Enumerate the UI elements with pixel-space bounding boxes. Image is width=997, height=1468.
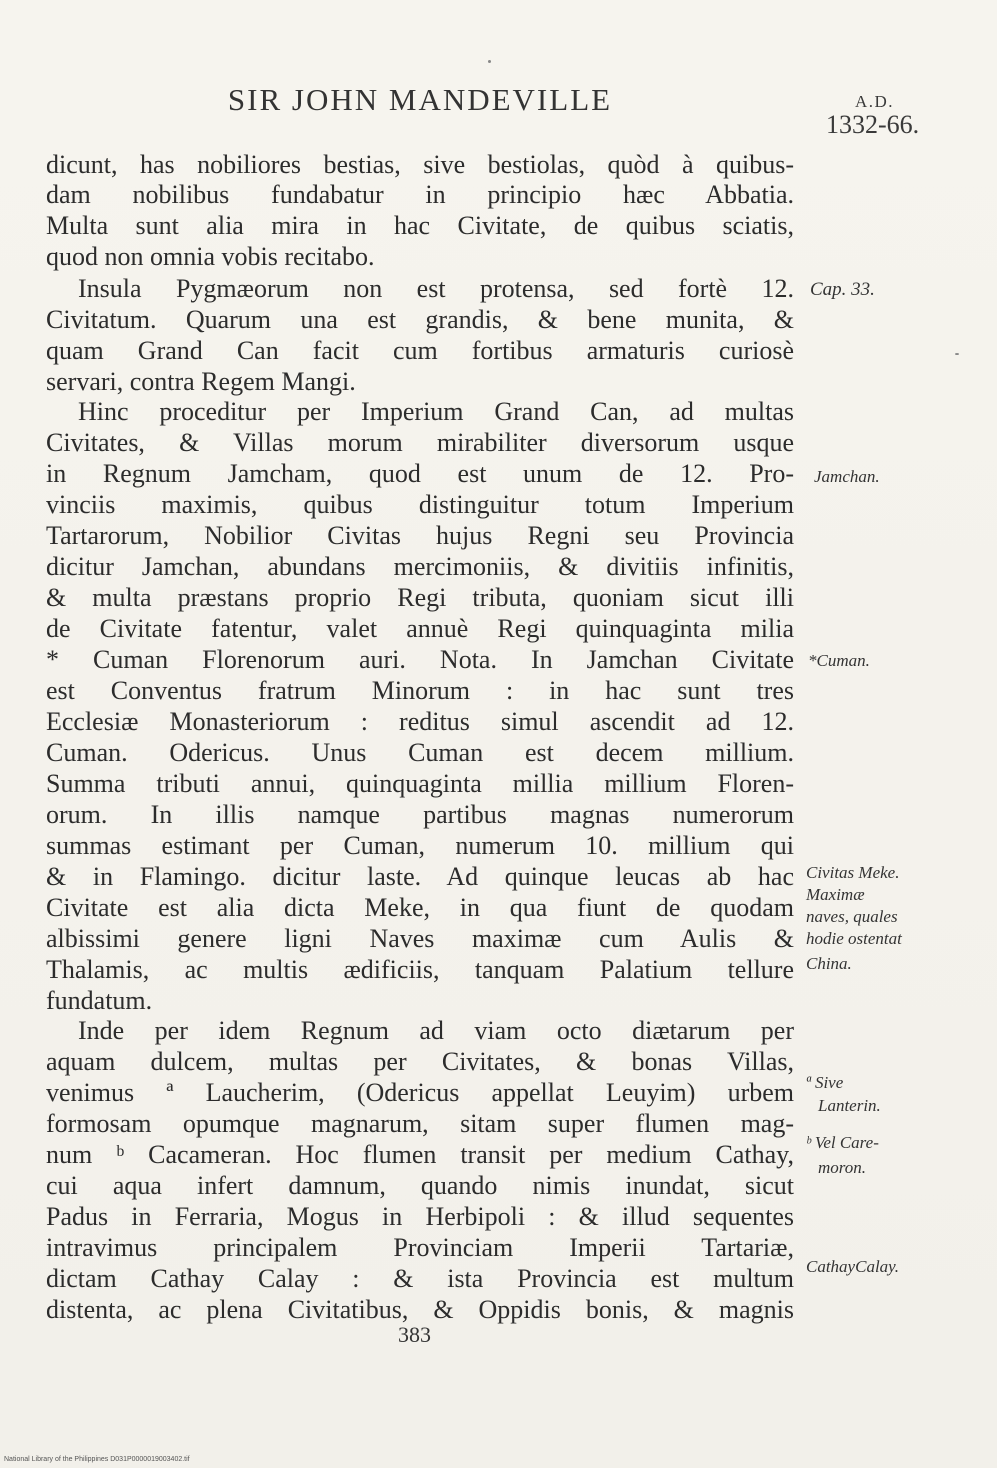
body-line: servari, contra Regem Mangi. <box>46 367 356 396</box>
margin-note-vel: ᵇ Vel Care- <box>806 1133 879 1152</box>
margin-note-cuman: *Cuman. <box>808 651 870 670</box>
body-line: & in Flamingo. dicitur laste. Ad quinque leucas ab hac <box>46 862 794 891</box>
margin-note-meke: hodie ostentat <box>806 929 902 948</box>
body-line: Ecclesiæ Monasteriorum : reditus simul ascendit ad 12. <box>46 707 794 736</box>
body-line: Padus in Ferraria, Mogus in Herbipoli : & illud sequentes <box>46 1202 794 1231</box>
margin-note-sive: Lanterin. <box>818 1096 881 1115</box>
margin-note-cap: Cap. 33. <box>810 279 875 300</box>
scan-credit: National Library of the Philippines D031P0000019003402.tif <box>4 1456 190 1463</box>
margin-note-meke: Maximæ <box>806 885 865 904</box>
body-line: Cuman. Odericus. Unus Cuman est decem millium. <box>46 738 794 767</box>
body-line: Inde per idem Regnum ad viam octo diætarum per <box>78 1016 794 1045</box>
body-line: Insula Pygmæorum non est protensa, sed fortè 12. <box>78 274 794 303</box>
body-line: dam nobilibus fundabatur in principio hæc Abbatia. <box>46 180 794 209</box>
margin-note-cathay: CathayCalay. <box>806 1257 900 1276</box>
body-line: fundatum. <box>46 986 153 1015</box>
body-line: in Regnum Jamcham, quod est unum de 12. Pro- <box>46 459 794 488</box>
body-line: summas estimant per Cuman, numerum 10. millium qui <box>46 831 794 860</box>
margin-note-meke: Civitas Meke. <box>806 863 900 882</box>
margin-note-meke: naves, quales <box>806 907 898 926</box>
margin-note-vel: moron. <box>818 1158 867 1177</box>
body-line: intravimus principalem Provinciam Imperii Tartariæ, <box>46 1233 794 1262</box>
scan-speck <box>955 353 959 355</box>
margin-note-meke: China. <box>806 954 852 973</box>
body-line: albissimi genere ligni Naves maximæ cum Aulis & <box>46 924 794 953</box>
body-line: Civitatum. Quarum una est grandis, & bene munita, & <box>46 305 794 334</box>
body-line: dictam Cathay Calay : & ista Provincia est multum <box>46 1264 794 1293</box>
body-line: Thalamis, ac multis ædificiis, tanquam Palatium tellure <box>46 955 794 984</box>
body-line: distenta, ac plena Civitatibus, & Oppidis bonis, & magnis <box>46 1295 794 1324</box>
body-line: de Civitate fatentur, valet annuè Regi quinquaginta milia <box>46 614 794 643</box>
body-line: orum. In illis namque partibus magnas numerorum <box>46 800 794 829</box>
body-line: * Cuman Florenorum auri. Nota. In Jamchan Civitate <box>46 645 794 674</box>
body-line: vinciis maximis, quibus distinguitur totum Imperium <box>46 490 794 519</box>
body-line: est Conventus fratrum Minorum : in hac sunt tres <box>46 676 794 705</box>
body-line: quod non omnia vobis recitabo. <box>46 242 375 271</box>
body-line: quam Grand Can facit cum fortibus armaturis curiosè <box>46 336 794 365</box>
body-line: num ᵇ Cacameran. Hoc flumen transit per medium Cathay, <box>46 1140 794 1169</box>
body-line: Civitates, & Villas morum mirabiliter diversorum usque <box>46 428 794 457</box>
date-label: A.D. <box>855 92 895 111</box>
body-line: Multa sunt alia mira in hac Civitate, de quibus sciatis, <box>46 211 794 240</box>
body-line: Tartarorum, Nobilior Civitas hujus Regni seu Provincia <box>46 521 794 550</box>
body-line: dicitur Jamchan, abundans mercimoniis, & divitiis infinitis, <box>46 552 794 581</box>
body-line: venimus ª Laucherim, (Odericus appellat Leuyim) urbem <box>46 1078 794 1107</box>
body-line: dicunt, has nobiliores bestias, sive bestiolas, quòd à quibus- <box>46 150 794 179</box>
body-line: formosam opumque magnarum, sitam super flumen mag- <box>46 1109 794 1138</box>
body-line: & multa præstans proprio Regi tributa, quoniam sicut illi <box>46 583 794 612</box>
body-line: aquam dulcem, multas per Civitates, & bonas Villas, <box>46 1047 794 1076</box>
margin-note-jamchan: Jamchan. <box>814 467 880 486</box>
running-head: SIR JOHN MANDEVILLE <box>227 82 613 117</box>
margin-note-sive: ª Sive <box>806 1073 844 1092</box>
scan-speck <box>488 60 491 63</box>
date-range: 1332-66. <box>826 110 920 139</box>
body-line: cui aqua infert damnum, quando nimis inundat, sicut <box>46 1171 794 1200</box>
page-number: 383 <box>398 1322 431 1347</box>
body-line: Civitate est alia dicta Meke, in qua fiunt de quodam <box>46 893 794 922</box>
body-line: Hinc proceditur per Imperium Grand Can, ad multas <box>78 397 794 426</box>
body-line: Summa tributi annui, quinquaginta millia millium Floren- <box>46 769 794 798</box>
